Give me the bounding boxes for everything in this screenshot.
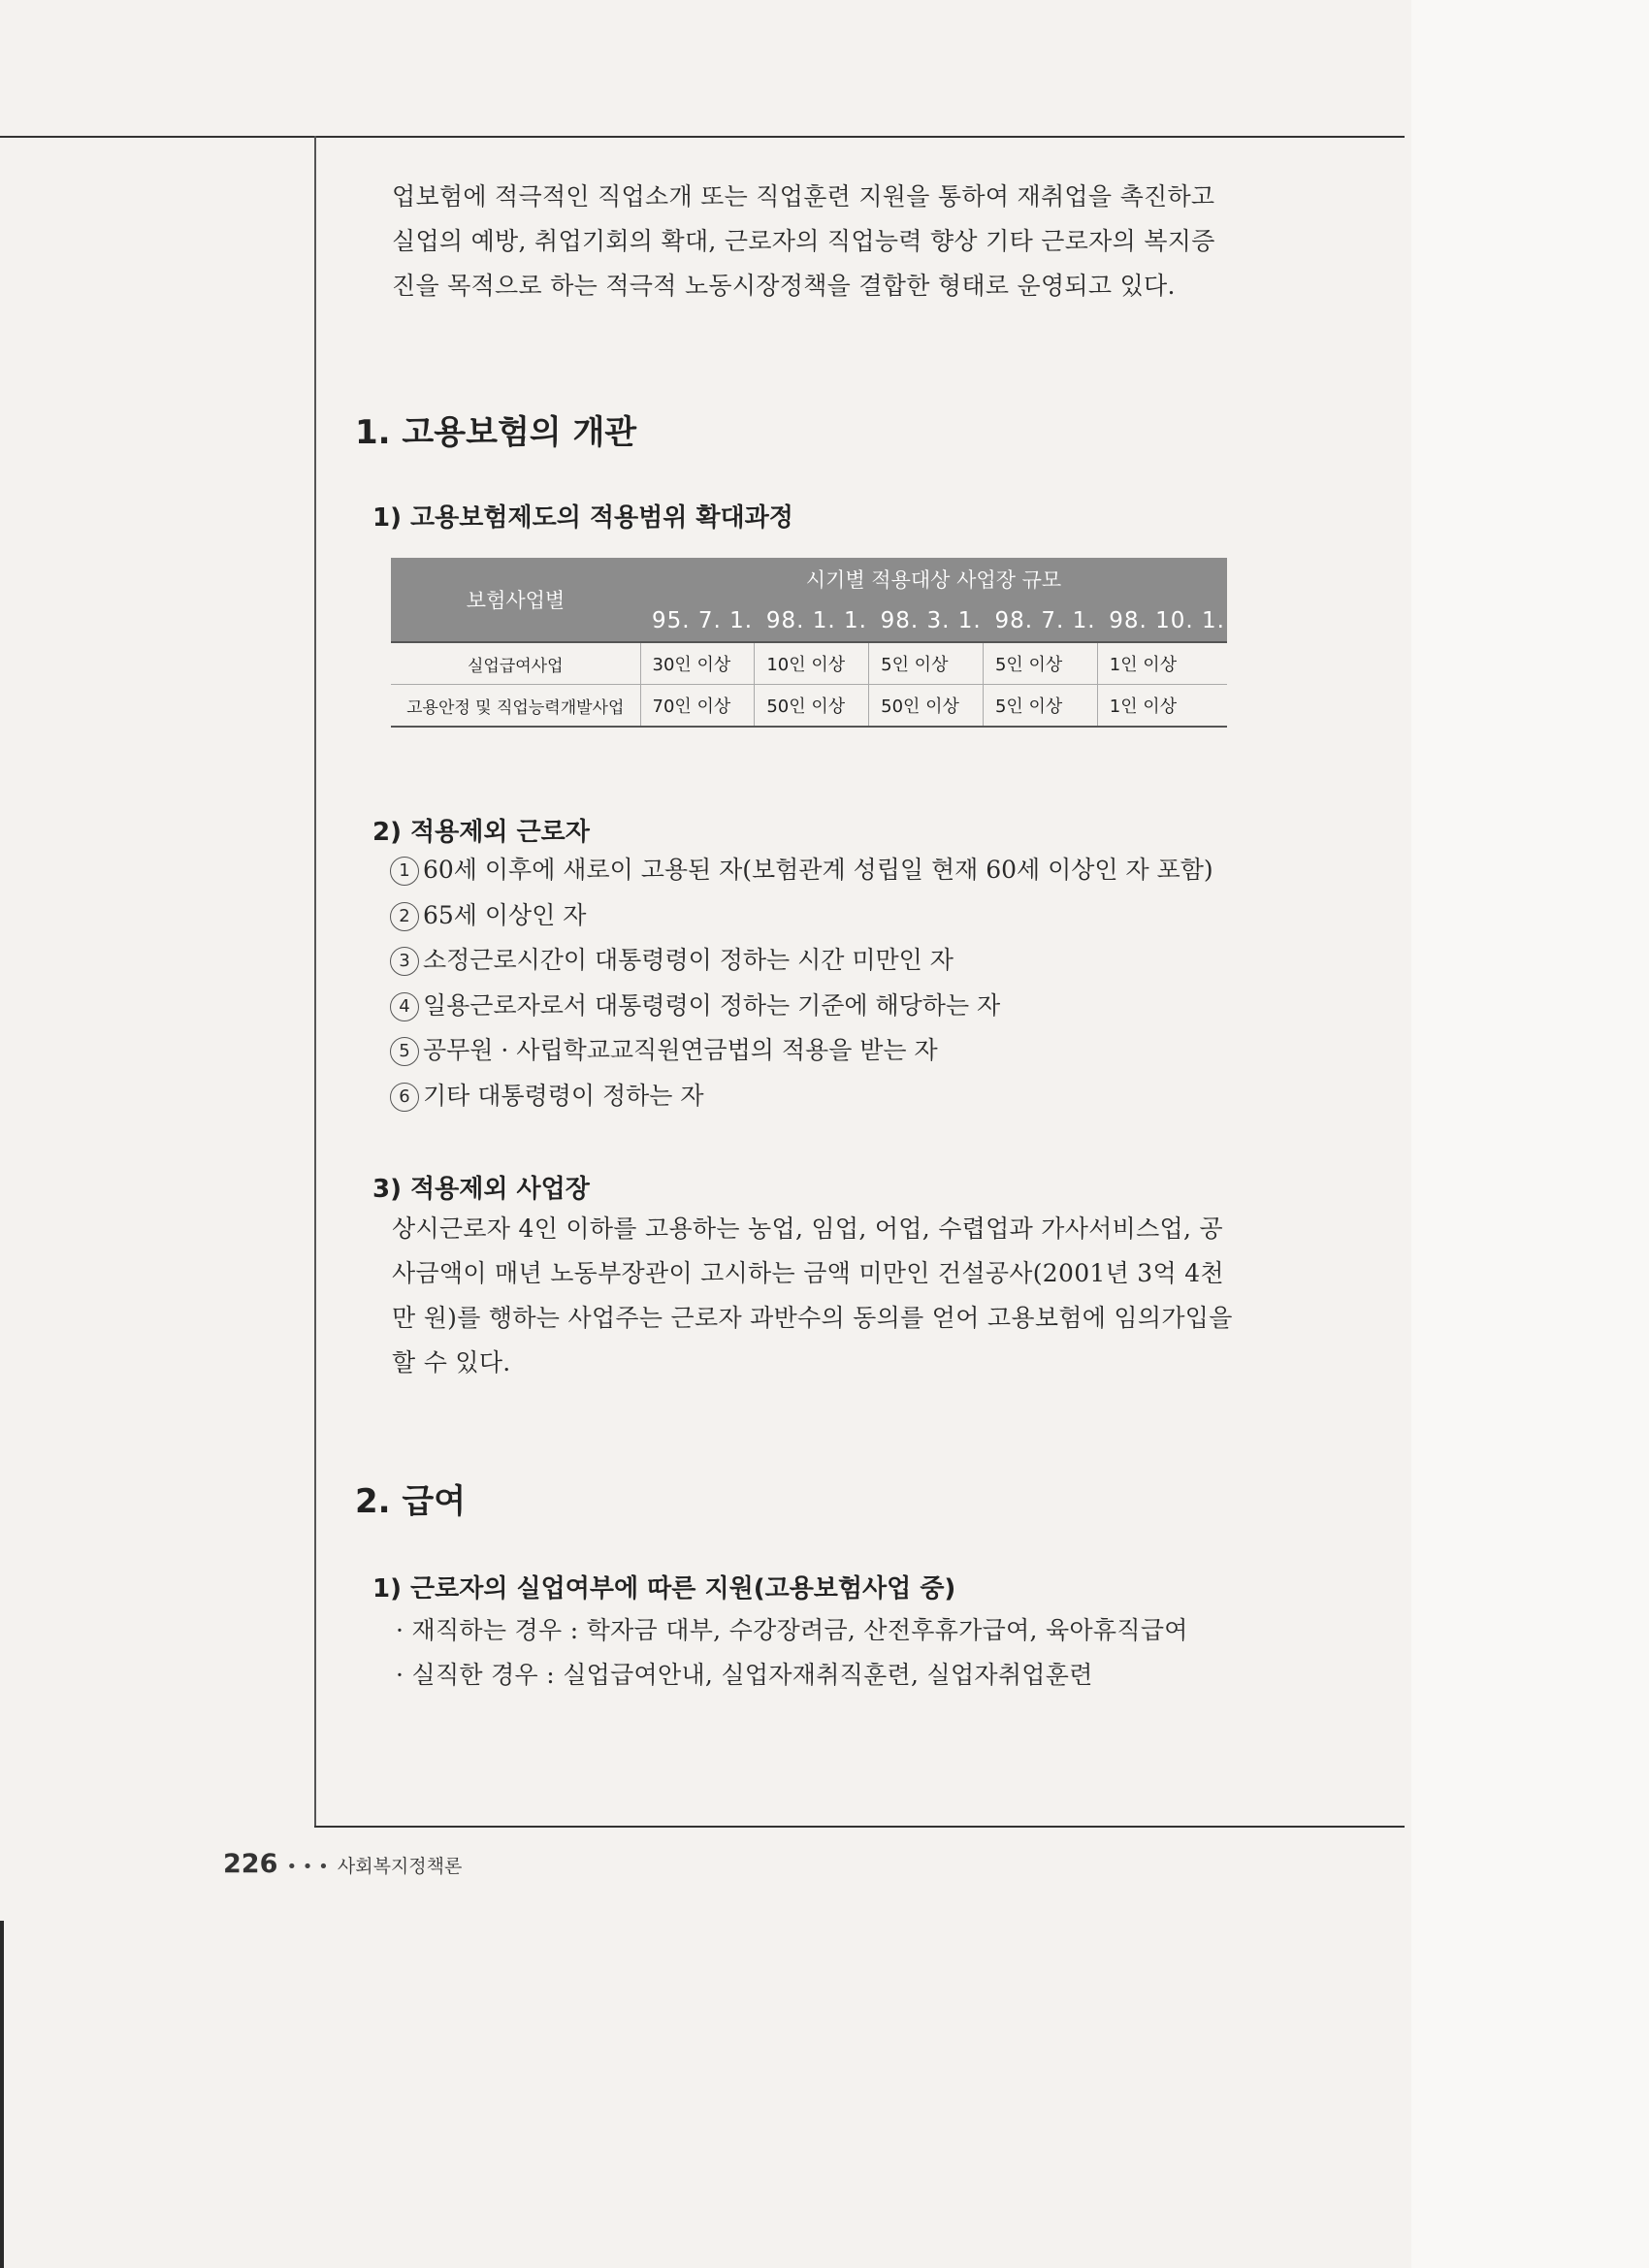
margin-rule — [314, 136, 316, 1827]
list-item-text: 65세 이상인 자 — [423, 900, 587, 929]
paragraph-line: 만 원)를 행하는 사업주는 근로자 과반수의 동의를 얻어 고용보험에 임의가입을 — [392, 1304, 1233, 1332]
table-cell: 5인 이상 — [869, 642, 984, 685]
intro-line: 실업의 예방, 취업기회의 확대, 근로자의 직업능력 향상 기타 근로자의 복지증 — [392, 227, 1215, 255]
table-group-header: 시기별 적용대상 사업장 규모 — [640, 558, 1227, 600]
section-2-heading: 2. 급여 — [355, 1482, 467, 1521]
table-row-header: 보험사업별 — [391, 558, 640, 642]
list-item-text: 공무원 · 사립학교교직원연금법의 적용을 받는 자 — [423, 1036, 938, 1064]
table-date-header: 98. 10. 1. — [1097, 600, 1227, 642]
list-item — [390, 984, 1213, 1029]
bullet-item: · 실직한 경우 : 실업급여안내, 실업자재취직훈련, 실업자취업훈련 — [396, 1661, 1093, 1689]
table-cell: 5인 이상 — [983, 685, 1097, 728]
table-date-header: 98. 7. 1. — [983, 600, 1097, 642]
table-date-header: 98. 3. 1. — [869, 600, 984, 642]
list-item — [390, 893, 1213, 939]
list-item-text: 일용근로자로서 대통령령이 정하는 기준에 해당하는 자 — [423, 990, 1001, 1020]
section-1-heading: 1. 고용보험의 개관 — [355, 413, 637, 452]
paragraph-line: 할 수 있다. — [392, 1348, 511, 1377]
intro-paragraph — [392, 175, 1236, 308]
table-row — [391, 642, 1227, 685]
intro-line: 업보험에 적극적인 직업소개 또는 직업훈련 지원을 통하여 재취업을 촉진하고 — [392, 182, 1215, 211]
table-date-header: 95. 7. 1. — [640, 600, 755, 642]
list-item — [390, 938, 1213, 984]
table-cell: 1인 이상 — [1097, 685, 1227, 728]
circled-number: 1 — [390, 857, 419, 886]
benefit-bullets — [396, 1608, 1240, 1698]
list-item — [390, 1028, 1213, 1074]
circled-number: 3 — [390, 947, 419, 976]
footer-dots: • • • — [286, 1857, 329, 1877]
table-cell: 10인 이상 — [755, 642, 869, 685]
excluded-workers-list — [390, 848, 1213, 1118]
table-date-header: 98. 1. 1. — [755, 600, 869, 642]
coverage-table — [391, 558, 1227, 728]
page-footer — [223, 1849, 462, 1879]
table-cell: 50인 이상 — [869, 685, 984, 728]
section-1-3-heading: 3) 적용제외 사업장 — [372, 1175, 590, 1204]
table-cell: 70인 이상 — [640, 685, 755, 728]
circled-number: 5 — [390, 1037, 419, 1066]
book-title: 사회복지정책론 — [337, 1856, 463, 1877]
circled-number: 6 — [390, 1083, 419, 1112]
bullet-item: · 재직하는 경우 : 학자금 대부, 수강장려금, 산전후휴가급여, 육아휴직급여 — [396, 1616, 1188, 1644]
section-1-2-heading: 2) 적용제외 근로자 — [372, 818, 590, 847]
list-item-text: 60세 이후에 새로이 고용된 자(보험관계 성립일 현재 60세 이상인 자 포함) — [423, 856, 1213, 884]
table-row-name: 실업급여사업 — [391, 642, 640, 685]
paragraph-line: 사금액이 매년 노동부장관이 고시하는 금액 미만인 건설공사(2001년 3억 4천 — [392, 1259, 1224, 1287]
paragraph-line: 상시근로자 4인 이하를 고용하는 농업, 임업, 어업, 수렵업과 가사서비스업, 공 — [392, 1215, 1223, 1243]
page-number: 226 — [223, 1849, 278, 1879]
page-edge — [1411, 0, 1649, 2268]
list-item — [390, 1074, 1213, 1119]
table-row — [391, 685, 1227, 728]
table-cell: 50인 이상 — [755, 685, 869, 728]
intro-line: 진을 목적으로 하는 적극적 노동시장정책을 결합한 형태로 운영되고 있다. — [392, 272, 1176, 300]
table-cell: 5인 이상 — [983, 642, 1097, 685]
section-2-1-heading: 1) 근로자의 실업여부에 따른 지원(고용보험사업 중) — [372, 1574, 956, 1604]
list-item-text: 소정근로시간이 대통령령이 정하는 시간 미만인 자 — [423, 946, 954, 974]
scan-edge-mark — [0, 1921, 4, 2268]
circled-number: 2 — [390, 902, 419, 931]
list-item — [390, 848, 1213, 893]
section-1-1-heading: 1) 고용보험제도의 적용범위 확대과정 — [372, 503, 793, 533]
excluded-workplaces-paragraph — [392, 1207, 1245, 1385]
top-rule — [0, 136, 1405, 138]
circled-number: 4 — [390, 992, 419, 1021]
bottom-rule — [314, 1826, 1405, 1828]
table-cell: 1인 이상 — [1097, 642, 1227, 685]
table-row-name: 고용안정 및 직업능력개발사업 — [391, 685, 640, 728]
table-cell: 30인 이상 — [640, 642, 755, 685]
list-item-text: 기타 대통령령이 정하는 자 — [423, 1081, 704, 1110]
